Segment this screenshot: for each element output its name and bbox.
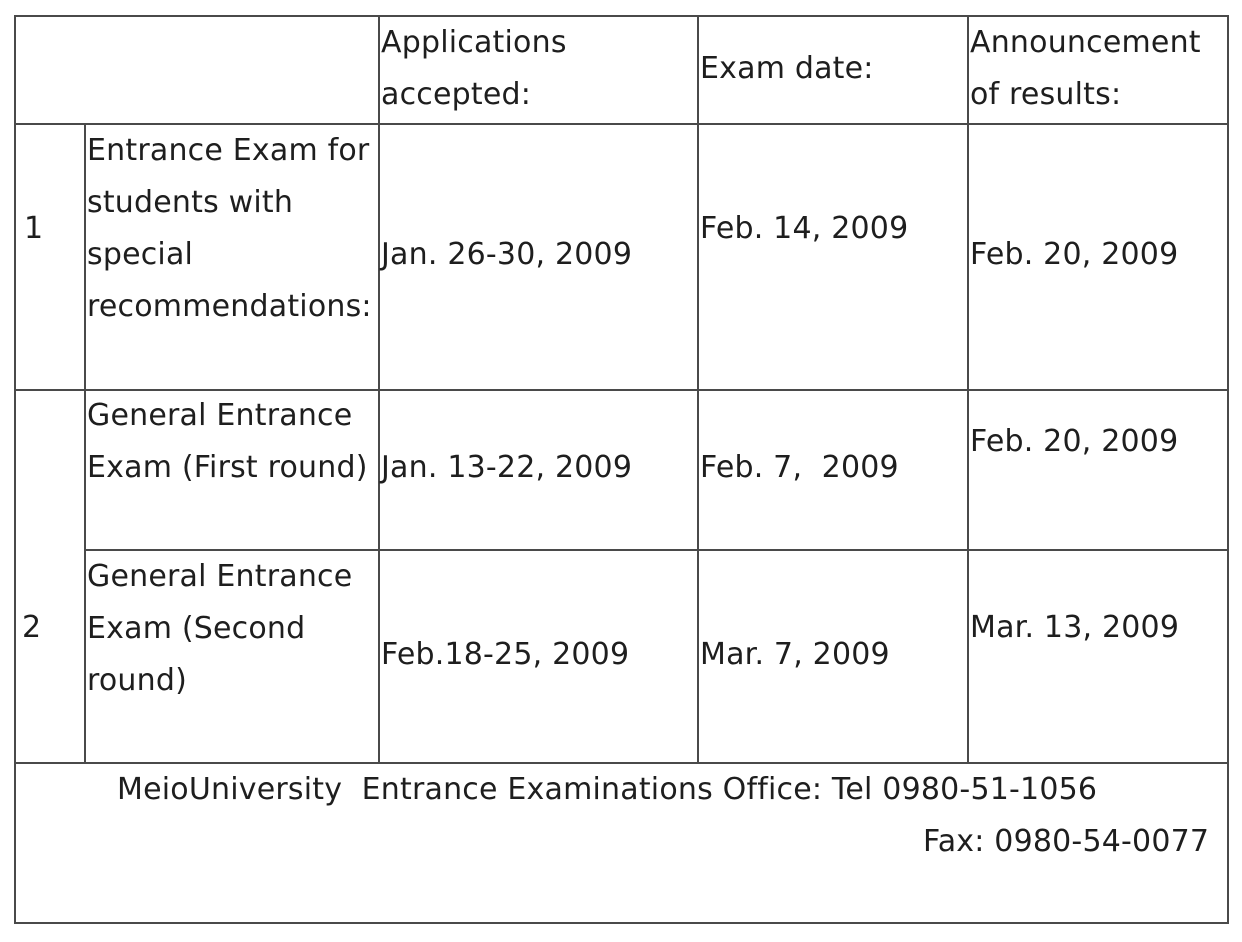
- row3-name-line3: round): [87, 663, 188, 698]
- row3-number: 2: [22, 610, 42, 645]
- announcement-column-divider: [967, 15, 969, 764]
- applications-column-divider: [378, 15, 380, 764]
- header-applications-line1: Applications: [381, 25, 567, 60]
- row2-applications: Jan. 13-22, 2009: [381, 450, 633, 485]
- row2-exam-date: Feb. 7, 2009: [700, 450, 899, 485]
- header-exam-date: Exam date:: [700, 51, 874, 86]
- row3-name-line1: General Entrance: [87, 559, 353, 594]
- row3-exam-date: Mar. 7, 2009: [700, 637, 890, 672]
- header-announcement-line1: Announcement: [970, 25, 1201, 60]
- row3-announcement: Mar. 13, 2009: [970, 610, 1180, 645]
- row2-name-line1: General Entrance: [87, 398, 353, 433]
- row1-name-line2: students with: [87, 185, 294, 220]
- row3-applications: Feb.18-25, 2009: [381, 637, 630, 672]
- row1-name-line4: recommendations:: [87, 289, 372, 324]
- row2-name-line2: Exam (First round): [87, 450, 368, 485]
- row1-name-line1: Entrance Exam for: [87, 133, 370, 168]
- footer-fax: Fax: 0980-54-0077: [923, 824, 1210, 859]
- footer-office-contact: MeioUniversity Entrance Examinations Office: Tel 0980-51-1056: [117, 772, 1098, 807]
- exam-date-column-divider: [697, 15, 699, 764]
- row1-name-line3: special: [87, 237, 194, 272]
- row1-applications: Jan. 26-30, 2009: [381, 237, 633, 272]
- row1-exam-date: Feb. 14, 2009: [700, 211, 909, 246]
- row2-announcement: Feb. 20, 2009: [970, 424, 1179, 459]
- header-announcement-line2: of results:: [970, 77, 1122, 112]
- row1-number: 1: [24, 211, 44, 246]
- header-applications-line2: accepted:: [381, 77, 532, 112]
- row1-announcement: Feb. 20, 2009: [970, 237, 1179, 272]
- number-column-divider: [84, 123, 86, 764]
- row3-name-line2: Exam (Second: [87, 611, 306, 646]
